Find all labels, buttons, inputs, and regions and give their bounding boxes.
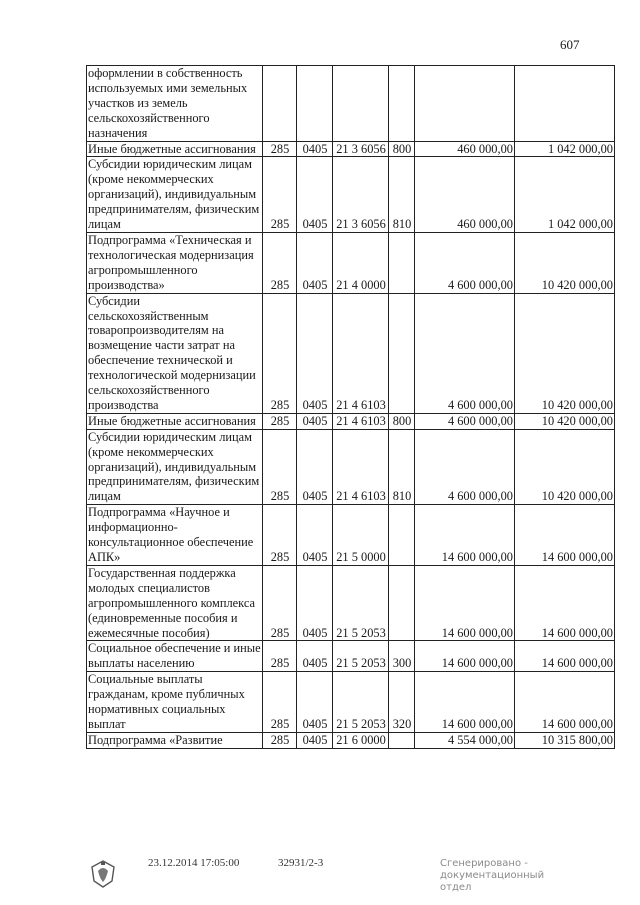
cell-expense-type: 800 [389,141,415,157]
cell-expense-type [389,293,415,413]
table-row [87,66,615,142]
table-row [87,672,615,733]
cell-amount-2: 10 420 000,00 [515,429,615,505]
cell-amount-2: 14 600 000,00 [515,672,615,733]
cell-ministry-code [263,66,297,142]
cell-amount-1: 4 600 000,00 [415,293,515,413]
cell-ministry-code: 285 [263,505,297,566]
cell-article-code: 21 3 6056 [333,141,389,157]
table-row [87,429,615,505]
cell-section-code: 0405 [297,672,333,733]
cell-amount-1: 14 600 000,00 [415,565,515,641]
cell-amount-1: 14 600 000,00 [415,672,515,733]
cell-amount-1: 4 600 000,00 [415,413,515,429]
cell-ministry-code: 285 [263,732,297,748]
cell-section-code: 0405 [297,732,333,748]
cell-expense-type [389,66,415,142]
cell-expense-type [389,565,415,641]
signature-note: Сгенерировано - документационный отдел [440,858,545,893]
table-row [87,141,615,157]
cell-amount-2: 1 042 000,00 [515,141,615,157]
cell-ministry-code: 285 [263,293,297,413]
cell-section-code: 0405 [297,413,333,429]
cell-name: оформлении в собственность используемых ими земельных участков из земель сельскохозяйственного назначения [87,66,263,142]
cell-section-code: 0405 [297,565,333,641]
cell-amount-1 [415,66,515,142]
footer-doc-id: 32931/2-3 [278,857,324,869]
cell-amount-1: 4 554 000,00 [415,732,515,748]
cell-amount-1: 14 600 000,00 [415,505,515,566]
cell-name: Подпрограмма «Научное и информационно-консультационное обеспечение АПК» [87,505,263,566]
budget-table [86,65,615,749]
cell-amount-2 [515,66,615,142]
cell-ministry-code: 285 [263,565,297,641]
cell-name: Иные бюджетные ассигнования [87,413,263,429]
cell-name: Государственная поддержка молодых специалистов агропромышленного комплекса (единовременные пособия и ежемесячные пособия) [87,565,263,641]
table-row [87,505,615,566]
cell-article-code: 21 4 6103 [333,429,389,505]
cell-amount-2: 14 600 000,00 [515,505,615,566]
cell-article-code: 21 5 2053 [333,641,389,672]
cell-article-code: 21 3 6056 [333,157,389,233]
cell-amount-1: 460 000,00 [415,157,515,233]
cell-section-code [297,66,333,142]
cell-article-code: 21 4 6103 [333,413,389,429]
cell-amount-2: 14 600 000,00 [515,565,615,641]
cell-expense-type [389,232,415,293]
cell-ministry-code: 285 [263,672,297,733]
cell-expense-type: 800 [389,413,415,429]
cell-section-code: 0405 [297,293,333,413]
cell-article-code: 21 6 0000 [333,732,389,748]
table-row [87,413,615,429]
cell-expense-type [389,732,415,748]
cell-article-code [333,66,389,142]
cell-ministry-code: 285 [263,429,297,505]
cell-name: Субсидии сельскохозяйственным товаропроизводителям на возмещение части затрат на обеспечение технической и технологической модернизации сельскохозяйственного производства [87,293,263,413]
cell-amount-1: 14 600 000,00 [415,641,515,672]
cell-section-code: 0405 [297,141,333,157]
cell-section-code: 0405 [297,429,333,505]
cell-ministry-code: 285 [263,157,297,233]
cell-name: Подпрограмма «Техническая и технологическая модернизация агропромышленного производства» [87,232,263,293]
cell-ministry-code: 285 [263,641,297,672]
cell-amount-2: 10 420 000,00 [515,232,615,293]
table-row [87,565,615,641]
cell-expense-type: 320 [389,672,415,733]
cell-amount-2: 10 420 000,00 [515,293,615,413]
cell-name: Социальные выплаты гражданам, кроме публичных нормативных социальных выплат [87,672,263,733]
table-row [87,157,615,233]
cell-section-code: 0405 [297,641,333,672]
coat-of-arms-icon [88,859,118,889]
cell-name: Подпрограмма «Развитие [87,732,263,748]
cell-amount-2: 10 420 000,00 [515,413,615,429]
page-number: 607 [560,37,580,52]
cell-expense-type: 300 [389,641,415,672]
cell-article-code: 21 4 6103 [333,293,389,413]
cell-amount-2: 10 315 800,00 [515,732,615,748]
cell-name: Социальное обеспечение и иные выплаты населению [88,641,261,671]
footer-timestamp: 23.12.2014 17:05:00 [148,857,240,869]
cell-article-code: 21 5 2053 [333,672,389,733]
cell-name: Иные бюджетные ассигнования [87,141,263,157]
cell-ministry-code: 285 [263,232,297,293]
table-row [87,641,615,672]
cell-amount-2: 1 042 000,00 [515,157,615,233]
cell-expense-type [389,505,415,566]
table-row [87,293,615,413]
cell-expense-type: 810 [389,429,415,505]
cell-name: Субсидии юридическим лицам (кроме некоммерческих организаций), индивидуальным предпринимателям, физическим лицам [87,429,263,505]
cell-amount-1: 460 000,00 [415,141,515,157]
cell-section-code: 0405 [297,157,333,233]
cell-article-code: 21 5 2053 [333,565,389,641]
cell-amount-1: 4 600 000,00 [415,232,515,293]
cell-section-code: 0405 [297,232,333,293]
cell-amount-2: 14 600 000,00 [515,641,615,672]
table-row [87,732,615,748]
table-body [87,66,615,749]
table-row [87,232,615,293]
cell-ministry-code: 285 [263,141,297,157]
cell-amount-1: 4 600 000,00 [415,429,515,505]
cell-ministry-code: 285 [263,413,297,429]
cell-name: Субсидии юридическим лицам (кроме некоммерческих организаций), индивидуальным предпринимателям, физическим лицам [87,157,263,233]
cell-article-code: 21 4 0000 [333,232,389,293]
cell-expense-type: 810 [389,157,415,233]
cell-article-code: 21 5 0000 [333,505,389,566]
cell-section-code: 0405 [297,505,333,566]
